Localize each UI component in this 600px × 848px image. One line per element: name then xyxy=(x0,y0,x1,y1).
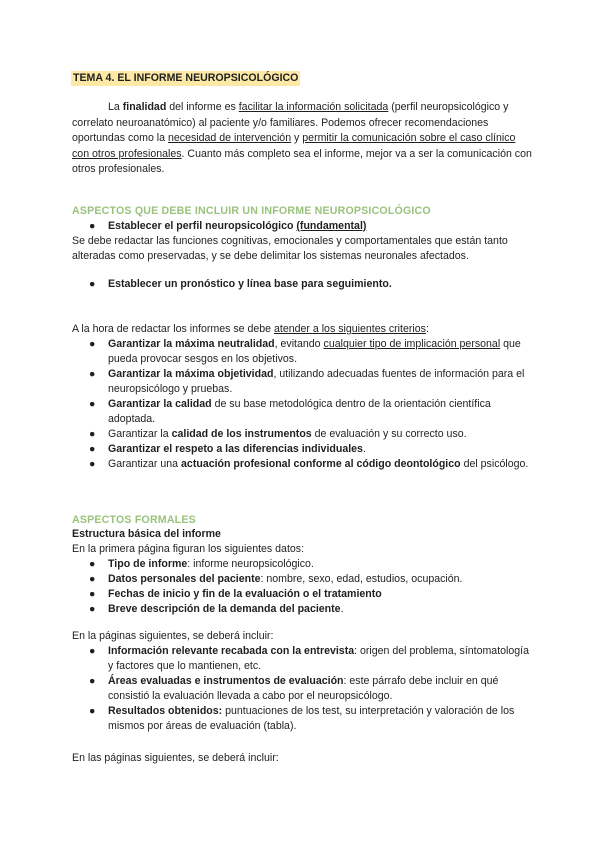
list-item: ● Tipo de informe: informe neuropsicológico. xyxy=(89,558,314,570)
list-item: ● Establecer el perfil neuropsicológico (fundamental) xyxy=(89,220,367,232)
section-heading-aspectos-formales: ASPECTOS FORMALES xyxy=(72,514,196,526)
last-pages-intro: En las páginas siguientes, se deberá incluir: xyxy=(72,752,279,764)
next-pages-intro: En la páginas siguientes, se deberá incluir: xyxy=(72,630,274,642)
bullet-icon: ● xyxy=(89,603,96,615)
bullet-icon: ● xyxy=(89,573,96,585)
bullet-icon: ● xyxy=(89,368,96,380)
list-item: ● Información relevante recabada con la entrevista: origen del problema, síntomatología y factores que lo mantienen, etc. xyxy=(89,645,530,672)
list-item: ● Datos personales del paciente: nombre, sexo, edad, estudios, ocupación. xyxy=(89,573,463,585)
list-item: ● Resultados obtenidos: puntuaciones de los test, su interpretación y valoración de los mismos por áreas de evaluación (tabla). xyxy=(89,705,515,732)
list-item: ● Garantizar la calidad de los instrumentos de evaluación y su correcto uso. xyxy=(89,428,467,440)
list-item: ● Garantizar una actuación profesional conforme al código deontológico del psicólogo. xyxy=(89,458,529,470)
bullet-icon: ● xyxy=(89,220,96,232)
bullet-icon: ● xyxy=(89,428,96,440)
bullet-icon: ● xyxy=(89,588,96,600)
bullet-icon: ● xyxy=(89,705,96,717)
next-pages-list xyxy=(72,644,532,734)
bullet-icon: ● xyxy=(89,338,96,350)
list-item: ● Garantizar la máxima objetividad, utilizando adecuadas fuentes de información para el neuropsicólogo y pruebas. xyxy=(89,368,525,395)
bullet-icon: ● xyxy=(89,458,96,470)
list-item: ● Garantizar la calidad de su base metodológica dentro de la orientación científica adoptada. xyxy=(89,398,491,425)
section-heading-aspectos-incluir: ASPECTOS QUE DEBE INCLUIR UN INFORME NEUROPSICOLÓGICO xyxy=(72,205,431,217)
list-item: ● Breve descripción de la demanda del paciente. xyxy=(89,603,344,615)
list-item: ● Garantizar la máxima neutralidad, evitando cualquier tipo de implicación personal que pueda provocar sesgos en los objetivos. xyxy=(89,338,521,365)
list-item: ● Áreas evaluadas e instrumentos de evaluación: este párrafo debe incluir en qué consistió la evaluación llevada a cabo por el neuropsicólogo. xyxy=(89,675,499,702)
list-item: ● Garantizar el respeto a las diferencias individuales. xyxy=(89,443,366,455)
bullet-icon: ● xyxy=(89,443,96,455)
page-title: TEMA 4. EL INFORME NEUROPSICOLÓGICO xyxy=(73,72,299,84)
list-item: ● Establecer un pronóstico y línea base para seguimiento. xyxy=(89,278,392,290)
first-page-intro: En la primera página figuran los siguientes datos: xyxy=(72,543,305,555)
intro-paragraph: La finalidad del informe es facilitar la información solicitada (perfil neuropsicológico y correlato neuroanatómico) al paciente y/o familiares. Podemos ofrecer recomendaciones oportundas como la necesidad de intervención y permitir la comunicación sobre el caso clínico con otros profesionales. Cuanto más completo sea el informe, mejor va a ser la comunicación con otros profesionales. xyxy=(72,101,532,175)
bullet-icon: ● xyxy=(89,645,96,657)
criteria-list xyxy=(72,337,532,472)
perfil-description: Se debe redactar las funciones cognitivas, emocionales y comportamentales que están tanto alteradas como preservadas, y se debe delimitar los sistemas neuronales afectados. xyxy=(72,235,508,262)
bullet-list-perfil xyxy=(72,219,532,234)
list-item: ● Fechas de inicio y fin de la evaluación o el tratamiento xyxy=(89,588,382,600)
bullet-icon: ● xyxy=(89,675,96,687)
bullet-icon: ● xyxy=(89,278,96,290)
first-page-list xyxy=(72,557,532,617)
subheading-estructura: Estructura básica del informe xyxy=(72,528,221,540)
criteria-intro: A la hora de redactar los informes se debe atender a los siguientes criterios: xyxy=(72,323,429,335)
bullet-icon: ● xyxy=(89,558,96,570)
bullet-list-pronostico xyxy=(72,277,532,292)
bullet-icon: ● xyxy=(89,398,96,410)
